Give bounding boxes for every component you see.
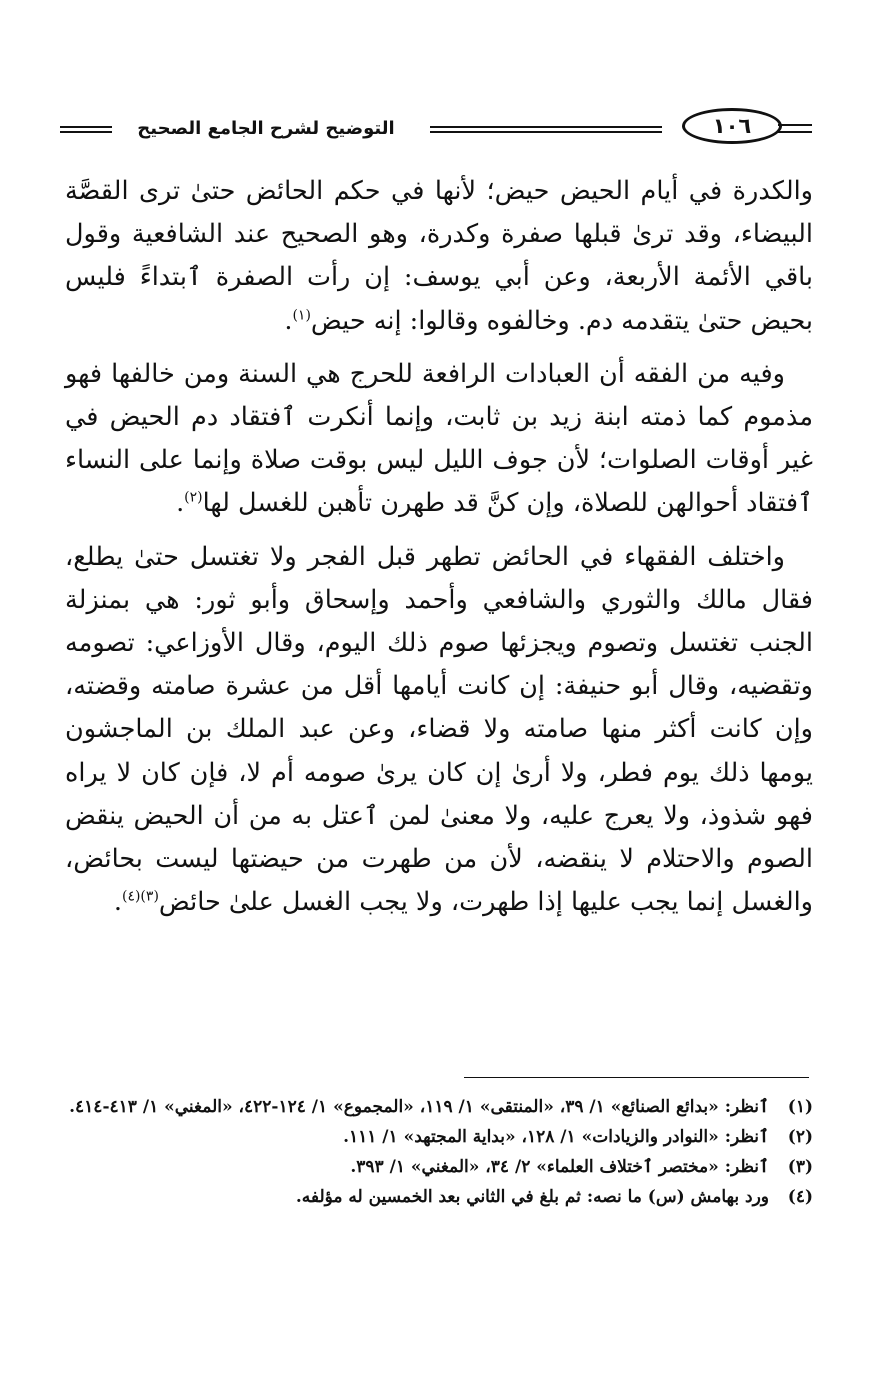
footnote-separator [464,1077,809,1078]
header-ornament [778,124,812,133]
paragraph [65,353,813,526]
footnote-text: ٱنظر: «بدائع الصنائع» ١/ ٣٩، «المنتقى» ١/ ١١٩، «المجموع» ١/ ١٢٤-٤٢٢، «المغني» ١/ ٤١٣-٤١٤. [69,1097,769,1117]
page-number: ١٠٦ [682,108,782,144]
running-title: التوضيح لشرح الجامع الصحيح [137,118,395,139]
footnote [65,1092,813,1122]
paragraph [65,170,813,343]
paragraph-text: وفيه من الفقه أن العبادات الرافعة للحرج هي السنة ومن خالفها فهو مذموم كما ذمته ابنة زيد بن ثابت، وإنما أنكرت ٱفتقاد دم الحيض في غير أوقات الصلوات؛ لأن جوف الليل ليس بوقت صلاة وإنما على النساء ٱفتقاد أحوالهن للصلاة، وإن كنَّ قد طهرن تأهبن للغسل لها [65,358,813,519]
footnote-text: ٱنظر: «مختصر ٱختلاف العلماء» ٢/ ٣٤، «المغني» ١/ ٣٩٣. [350,1157,769,1177]
footnote-text: ٱنظر: «النوادر والزيادات» ١/ ١٢٨، «بداية المجتهد» ١/ ١١١. [343,1127,769,1147]
footnote-number: (٣) [787,1157,813,1177]
header-rule [60,126,112,133]
footnote [65,1152,813,1182]
footnote-text: ورد بهامش (س) ما نصه: ثم بلغ في الثاني بعد الخمسين له مؤلفه. [295,1187,769,1207]
header-rule [430,126,662,133]
footnote-number: (٤) [787,1187,813,1207]
paragraph-end: . [113,887,122,918]
running-header [60,112,812,160]
footnote-marker: (٣)(٤) [121,888,159,905]
footnote-marker: (٢) [184,489,203,506]
paragraph-text: واختلف الفقهاء في الحائض تطهر قبل الفجر ولا تغتسل حتىٰ يطلع، فقال مالك والثوري والشافعي وأحمد وإسحاق وأبو ثور: هي بمنزلة الجنب تغتسل وتصوم ويجزئها صوم ذلك اليوم، وقال الأوزاعي: تصومه وتقضيه، وقال أبو حنيفة: إن كانت أيامها أقل من عشرة صامته وقضته، وإن كانت أكثر منها صامته ولا قضاء، وعن عبد الملك بن الماجشون يومها ذلك يوم فطر، ولا أرىٰ إن كان يرىٰ صومه أم لا، فإن كان لا يراه فهو شذوذ، ولا يعرج عليه، ولا معنىٰ لمن ٱعتل به من أن الحيض ينقض الصوم والاحتلام لا ينقضه، لأن من طهرت من حيضتها ليست بحائض، والغسل إنما يجب عليها إذا طهرت، ولا يجب الغسل علىٰ حائض [65,541,813,918]
main-text [65,170,813,924]
paragraph-end: . [284,305,293,336]
paragraph-end: . [176,488,185,519]
paragraph [65,536,813,925]
footnote [65,1182,813,1212]
footnote-number: (١) [787,1097,813,1117]
footnote-number: (٢) [787,1127,813,1147]
paragraph-text: والكدرة في أيام الحيض حيض؛ لأنها في حكم الحائض حتىٰ ترى القصَّة البيضاء، وقد ترىٰ قبلها صفرة وكدرة، وهو الصحيح عند الشافعية وقول باقي الأئمة الأربعة، وعن أبي يوسف: إن رأت الصفرة ٱبتداءً فليس بحيض حتىٰ يتقدمه دم. وخالفوه وقالوا: إنه حيض [65,176,813,336]
footnote-marker: (١) [292,307,311,324]
footnotes [65,1092,813,1212]
footnote [65,1122,813,1152]
